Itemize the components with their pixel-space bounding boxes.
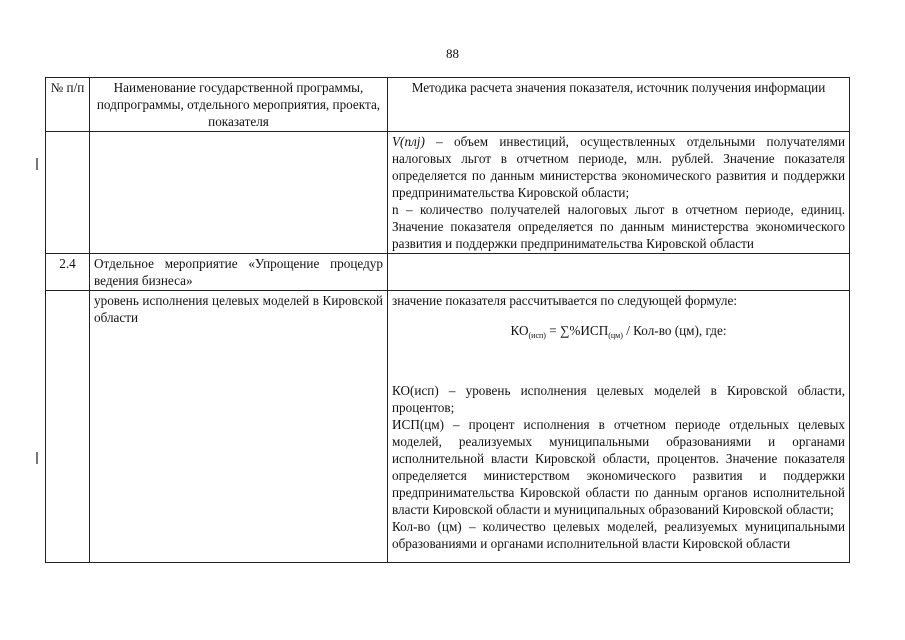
- page-number: 88: [446, 46, 459, 61]
- formula-intro: значение показателя рассчитывается по следующей формуле:: [392, 293, 738, 308]
- definition-count: Кол-во (цм) – количество целевых моделей, реализуемых муниципальными образованиями и органами исполнительной власти Кировской области: [392, 519, 845, 551]
- cell-method-empty: [388, 254, 850, 291]
- cell-indicator-name: уровень исполнения целевых моделей в Кировской области: [90, 291, 388, 563]
- formula-tail: / Кол-во (цм), где:: [622, 323, 727, 338]
- formula: [392, 309, 845, 382]
- formula-isp-sub: (цм): [608, 331, 623, 340]
- formula-ko: КО: [510, 323, 529, 338]
- header-num: № п/п: [46, 78, 90, 132]
- cell-indicator-method: [388, 291, 850, 563]
- formula-sum: = ∑%ИСП: [545, 323, 609, 338]
- table-row: [46, 254, 850, 291]
- v-definition: [392, 133, 845, 201]
- cell-num-2-4: 2.4: [46, 254, 90, 291]
- methodology-table: [45, 77, 850, 563]
- v-symbol: V(плj): [392, 134, 425, 149]
- cell-method-continuation: [388, 132, 850, 254]
- cell-name-empty: [90, 132, 388, 254]
- header-name: Наименование государственной программы, подпрограммы, отдельного мероприятия, проекта, показателя: [90, 78, 388, 132]
- table-row: [46, 132, 850, 254]
- n-definition: n – количество получателей налоговых льгот в отчетном периоде, единиц. Значение показателя определяется по данным министерства экономического развития и поддержки предпринимательства Кировской области: [392, 202, 845, 251]
- table-row: [46, 291, 850, 563]
- v-text: – объем инвестиций, осуществленных отдельными получателями налоговых льгот в отчетном периоде, млн. рублей. Значение показателя определяется по данным министерства экономического развития и поддержки предпринимательства Кировской области;: [392, 134, 845, 200]
- definition-isp: ИСП(цм) – процент исполнения в отчетном периоде отдельных целевых моделей, реализуемых муниципальными образованиями и органами исполнительной власти Кировской области, процентов. Значение показателя определяется министерством экономического развития и поддержки предпринимательства Кировской области по данным органов исполнительной власти Кировской области и муниципальных образований Кировской области;: [392, 417, 845, 517]
- cell-num-empty: [46, 291, 90, 563]
- cell-name-2-4: Отдельное мероприятие «Упрощение процедур ведения бизнеса»: [90, 254, 388, 291]
- margin-mark: [36, 452, 38, 464]
- method-content: [392, 292, 845, 561]
- cell-num-empty: [46, 132, 90, 254]
- margin-mark: [36, 158, 38, 170]
- header-method: Методика расчета значения показателя, источник получения информации: [388, 78, 850, 132]
- table-header-row: [46, 78, 850, 132]
- definition-ko: КО(исп) – уровень исполнения целевых моделей в Кировской области, процентов;: [392, 383, 845, 415]
- formula-ko-sub: (исп): [528, 331, 546, 340]
